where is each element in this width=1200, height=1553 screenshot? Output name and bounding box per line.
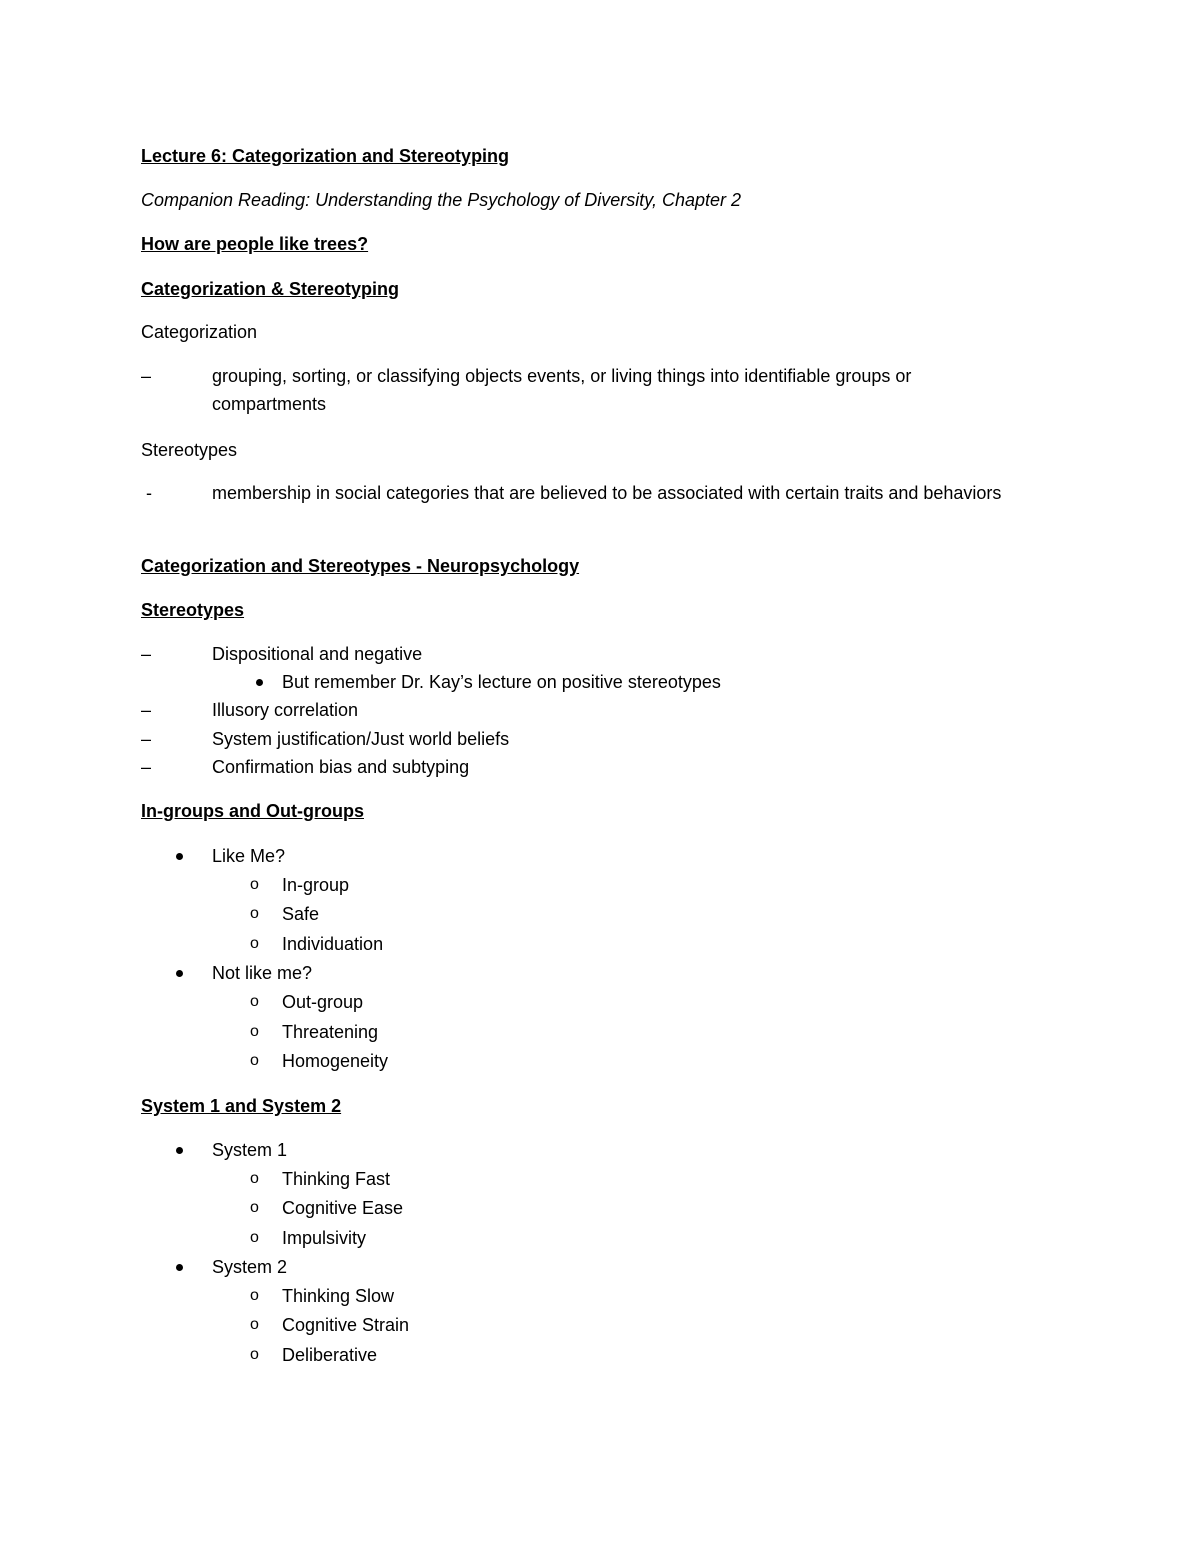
dash-marker: - <box>146 483 152 503</box>
list-item: Impulsivity <box>282 1228 367 1248</box>
categorization-label: Categorization <box>141 322 258 342</box>
list-item: System 2 <box>212 1257 288 1277</box>
heading-system1-system2: System 1 and System 2 <box>141 1096 342 1116</box>
list-item: Threatening <box>282 1022 379 1042</box>
list-item: But remember Dr. Kay’s lecture on positive stereotypes <box>282 672 721 692</box>
dash-marker: – <box>141 729 152 749</box>
list-item: In-group <box>282 875 350 895</box>
bullet-icon <box>176 1264 183 1271</box>
bullet-icon <box>176 853 183 860</box>
list-item: Thinking Fast <box>282 1169 391 1189</box>
bullet-icon <box>256 679 263 686</box>
circle-bullet-icon: o <box>250 935 259 952</box>
heading-categorization-stereotyping: Categorization & Stereotyping <box>141 279 400 299</box>
dash-marker: – <box>141 366 152 386</box>
list-item: Safe <box>282 904 320 924</box>
heading-people-like-trees: How are people like trees? <box>141 234 369 254</box>
list-item: Confirmation bias and subtyping <box>212 757 470 777</box>
lecture-title: Lecture 6: Categorization and Stereotyping <box>141 146 510 166</box>
bullet-icon <box>176 970 183 977</box>
list-item: Deliberative <box>282 1345 378 1365</box>
list-item: Like Me? <box>212 846 286 866</box>
categorization-definition: grouping, sorting, or classifying objects events, or living things into identifiable groups or compartments <box>212 366 912 414</box>
dash-marker: – <box>141 644 152 664</box>
heading-neuropsychology: Categorization and Stereotypes - Neuropsychology <box>141 556 580 576</box>
list-item: Thinking Slow <box>282 1286 395 1306</box>
list-item: Out-group <box>282 992 364 1012</box>
circle-bullet-icon: o <box>250 993 259 1010</box>
heading-stereotypes: Stereotypes <box>141 600 245 620</box>
list-item: Homogeneity <box>282 1051 389 1071</box>
list-item: Dispositional and negative <box>212 644 423 664</box>
list-item: Illusory correlation <box>212 700 359 720</box>
stereotypes-label: Stereotypes <box>141 440 238 460</box>
companion-reading: Companion Reading: Understanding the Psychology of Diversity, Chapter 2 <box>141 190 741 210</box>
list-item: Individuation <box>282 934 384 954</box>
list-item: Cognitive Strain <box>282 1315 410 1335</box>
list-item: Cognitive Ease <box>282 1198 404 1218</box>
list-item: System 1 <box>212 1140 288 1160</box>
circle-bullet-icon: o <box>250 1346 259 1363</box>
dash-marker: – <box>141 757 152 777</box>
circle-bullet-icon: o <box>250 1316 259 1333</box>
circle-bullet-icon: o <box>250 876 259 893</box>
list-item: Not like me? <box>212 963 313 983</box>
heading-ingroups-outgroups: In-groups and Out-groups <box>141 801 364 821</box>
circle-bullet-icon: o <box>250 1199 259 1216</box>
circle-bullet-icon: o <box>250 1170 259 1187</box>
circle-bullet-icon: o <box>250 1229 259 1246</box>
circle-bullet-icon: o <box>250 905 259 922</box>
stereotypes-definition: membership in social categories that are believed to be associated with certain traits and behaviors <box>212 483 1002 503</box>
bullet-icon <box>176 1147 183 1154</box>
circle-bullet-icon: o <box>250 1052 259 1069</box>
list-item: System justification/Just world beliefs <box>212 729 510 749</box>
dash-marker: – <box>141 700 152 720</box>
circle-bullet-icon: o <box>250 1287 259 1304</box>
circle-bullet-icon: o <box>250 1023 259 1040</box>
